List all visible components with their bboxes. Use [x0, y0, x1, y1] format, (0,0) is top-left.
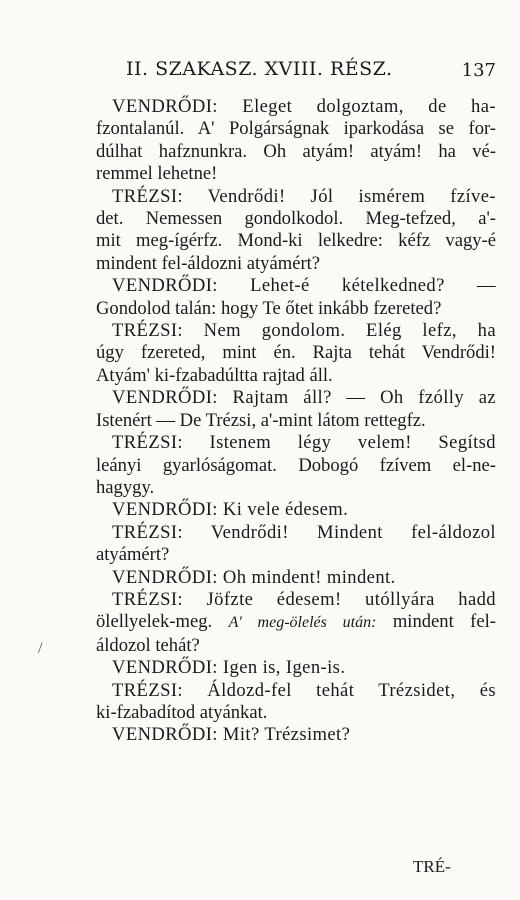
text-line: mindent fel-áldozni atyámért?	[96, 252, 321, 274]
text-line: VENDRŐDI: Eleget dolgoztam, de ha-	[112, 96, 496, 117]
text-line: leányi gyarlóságomat. Dobogó fzívem el-ne-	[96, 454, 496, 476]
speech-trezsi-5	[96, 589, 496, 657]
text-line: hagygy.	[96, 476, 155, 498]
speech-trezsi-1	[96, 186, 496, 276]
text-line: ölellyelek-meg.	[96, 611, 213, 633]
text-line: TRÉZSI: Nem gondolom. Elég lefz, ha	[112, 320, 496, 342]
speech-vendrodi-5	[96, 567, 496, 589]
speech-vendrodi-3	[96, 387, 496, 432]
text-line: úgy fzereted, mint én. Rajta tehát Vendrődi!	[96, 342, 496, 364]
text-line: fzontalanúl. A' Polgárságnak iparkodása se for-	[96, 118, 496, 140]
speech-trezsi-4	[96, 522, 496, 567]
text-line: VENDRŐDI: Igen is, Igen-is.	[112, 657, 346, 679]
text-line: Istenért — De Trézsi, a'-mint látom rettegfz.	[96, 409, 426, 431]
page-number: 137	[461, 60, 496, 81]
text-line-with-stage-direction	[96, 611, 496, 634]
running-head: II. SZAKASZ. XVIII. RÉSZ.	[126, 58, 393, 80]
text-line: VENDRŐDI: Ki vele édesem.	[112, 499, 349, 521]
text-line: TRÉZSI: Áldozd-fel tehát Trézsidet, és	[112, 679, 496, 701]
text-line: TRÉZSI: Vendrődi! Jól ismérem fzíve-	[112, 185, 496, 207]
text-line: VENDRŐDI: Oh mindent! mindent.	[112, 566, 396, 588]
text-line: Atyám' ki-fzabadúltta rajtad áll.	[96, 364, 333, 386]
text-line: áldozol tehát?	[96, 634, 200, 656]
speech-vendrodi-4	[96, 499, 496, 521]
text-line: VENDRŐDI: Lehet-é kételkedned? —	[112, 275, 496, 297]
speech-trezsi-2	[96, 320, 496, 387]
text-line: dúlhat hafznunkra. Oh atyám! atyám! ha vé-	[96, 140, 496, 162]
text-line: VENDRŐDI: Rajtam áll? — Oh fzólly az	[112, 387, 496, 409]
text-block	[96, 96, 496, 747]
text-line: TRÉZSI: Istenem légy velem! Segítsd	[112, 432, 496, 454]
text-line: mit meg-ígérfz. Mond-ki lelkedre: kéfz vagy-é	[96, 230, 496, 252]
speech-vendrodi-6	[96, 657, 496, 679]
speech-vendrodi-7	[96, 724, 496, 746]
text-line: det. Nemessen gondolkodol. Meg-tefzed, a'-	[96, 208, 496, 230]
text-line: mindent fel-	[392, 611, 496, 633]
text-line: Gondolod talán: hogy Te őtet inkább fzereted?	[96, 297, 442, 319]
text-line: remmel lehetne!	[96, 163, 218, 185]
text-line: TRÉZSI: Vendrődi! Mindent fel-áldozol	[112, 521, 496, 543]
page-header	[96, 58, 496, 88]
text-line: TRÉZSI: Jöfzte édesem! utóllyára hadd	[112, 588, 496, 610]
speech-vendrodi-2	[96, 275, 496, 320]
text-line: atyámért?	[96, 544, 170, 566]
text-line: ki-fzabadítod atyánkat.	[96, 701, 268, 723]
margin-pencil-mark: /	[38, 640, 43, 657]
speech-trezsi-6	[96, 680, 496, 725]
speech-trezsi-3	[96, 432, 496, 499]
stage-direction: A' meg-ölelés után:	[228, 614, 377, 632]
catchword: TRÉ-	[413, 857, 451, 876]
text-line: VENDRŐDI: Mit? Trézsimet?	[112, 724, 351, 746]
speech-vendrodi-1	[96, 96, 496, 186]
